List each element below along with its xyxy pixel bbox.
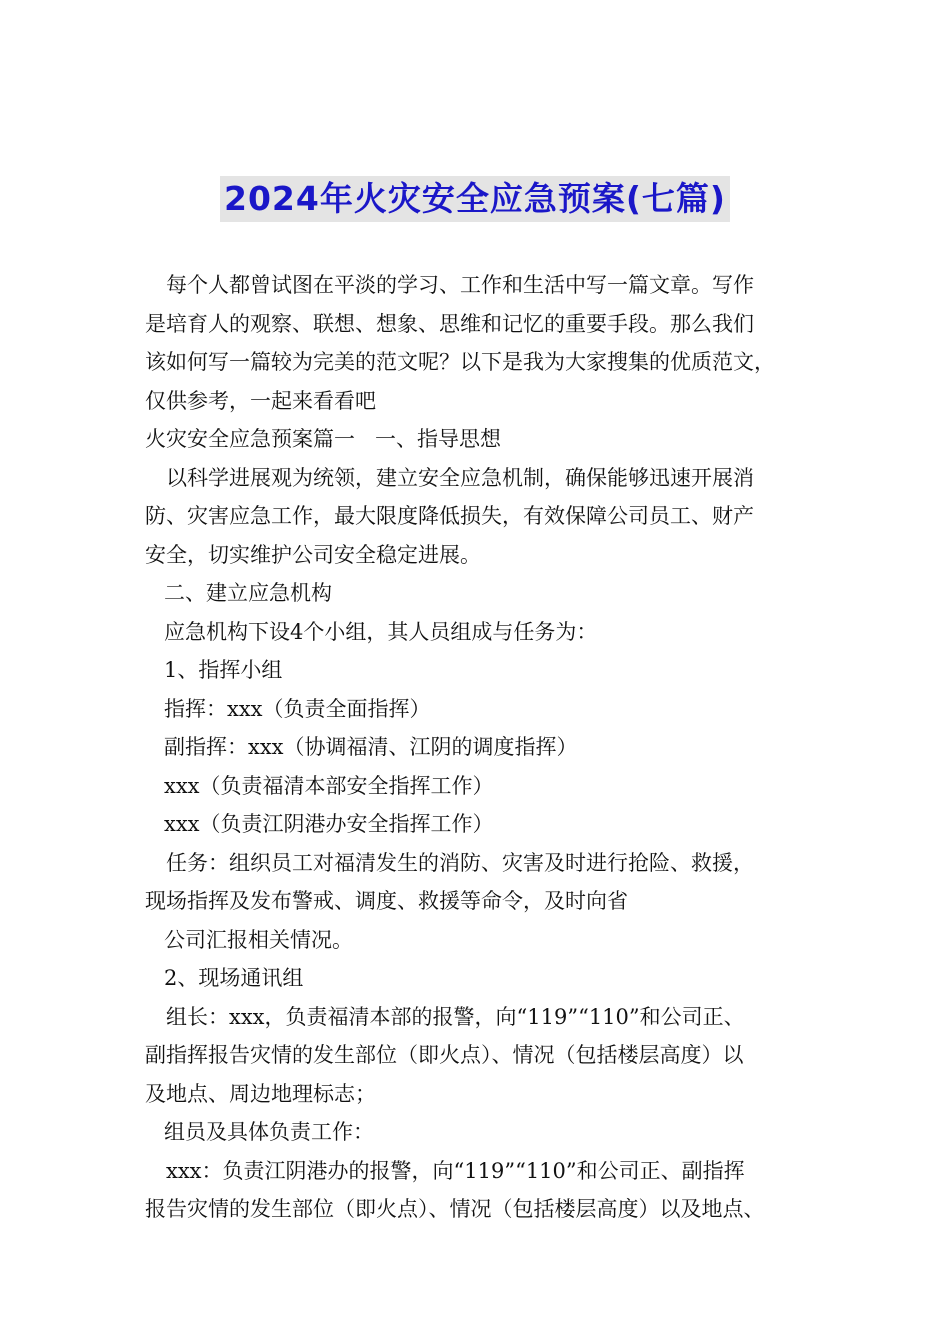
paragraph-line: 组长：xxx，负责福清本部的报警，向“119”“110”和公司正、 xyxy=(166,1004,745,1029)
section-heading-line: 火灾安全应急预案篇一 一、指导思想 xyxy=(145,427,502,451)
paragraph-line: 组员及具体负责工作： xyxy=(164,1120,374,1144)
paragraph-line: 任务：组织员工对福清发生的消防、灾害及时进行抢险、救援， xyxy=(166,850,754,875)
paragraph-line: 及地点、周边地理标志； xyxy=(145,1081,376,1106)
paragraph-line: xxx：负责江阴港办的报警，向“119”“110”和公司正、副指挥 xyxy=(166,1158,745,1183)
document-body xyxy=(145,266,825,1229)
section-heading: 二、建立应急机构 xyxy=(164,581,332,605)
paragraph-line: 现场指挥及发布警戒、调度、救援等命令，及时向省 xyxy=(145,889,628,913)
paragraph-line: 以科学进展观为统领，建立安全应急机制，确保能够迅速开展消 xyxy=(166,465,754,490)
paragraph-line: 该如何写一篇较为完美的范文呢？以下是我为大家搜集的优质范文， xyxy=(145,350,775,374)
list-item: 指挥：xxx（负责全面指挥） xyxy=(164,696,431,721)
subsection-heading: 2、现场通讯组 xyxy=(164,966,304,990)
title-container xyxy=(0,176,950,222)
subsection-heading: 1、指挥小组 xyxy=(164,658,283,682)
paragraph-line: 应急机构下设4个小组，其人员组成与任务为： xyxy=(164,619,598,644)
paragraph-line: 是培育人的观察、联想、想象、思维和记忆的重要手段。那么我们 xyxy=(145,311,754,336)
paragraph-line: 公司汇报相关情况。 xyxy=(164,927,353,952)
list-item: xxx（负责福清本部安全指挥工作） xyxy=(164,773,494,798)
paragraph-line: 仅供参考，一起来看看吧 xyxy=(145,388,376,413)
paragraph-line: 安全，切实维护公司安全稳定进展。 xyxy=(145,542,481,567)
list-item: xxx（负责江阴港办安全指挥工作） xyxy=(164,812,494,836)
document-title: 2024年火灾安全应急预案(七篇) xyxy=(220,176,730,222)
paragraph-line: 每个人都曾试图在平淡的学习、工作和生活中写一篇文章。写作 xyxy=(166,273,754,297)
paragraph-line: 防、灾害应急工作，最大限度降低损失，有效保障公司员工、财产 xyxy=(145,504,754,528)
list-item: 副指挥：xxx（协调福清、江阴的调度指挥） xyxy=(164,735,578,759)
paragraph-line: 副指挥报告灾情的发生部位（即火点）、情况（包括楼层高度）以 xyxy=(145,1043,744,1067)
paragraph-line: 报告灾情的发生部位（即火点）、情况（包括楼层高度）以及地点、 xyxy=(145,1197,765,1221)
